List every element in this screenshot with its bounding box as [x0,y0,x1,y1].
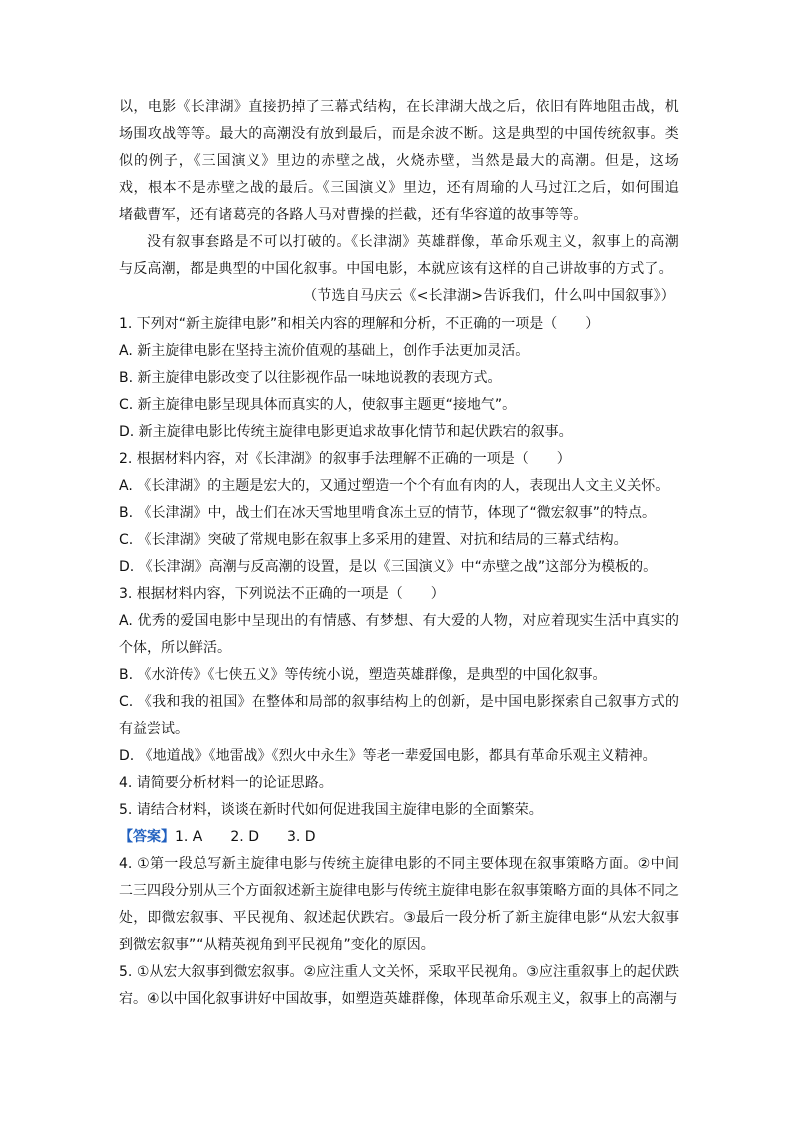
question-stem: 4. 请简要分析材料一的论证思路。 [119,775,333,791]
answer-q4: 4. ①第一段总写新主旋律电影与传统主旋律电影的不同主要体现在叙事策略方面。②中间二三四段分别从三个方面叙述新主旋律电影与传统主旋律电影在叙事策略方面的具体不同之处，即微宏叙事、平民视角、叙述起伏跌宕。③最后一段分析了新主旋律电影“从宏大叙事到微宏叙事”“从精英视角到平民视角”变化的原因。 [119,856,679,953]
answer-label: 【答案】 [119,829,175,845]
question-option: C. 《长津湖》突破了常规电影在叙事上多采用的建置、对抗和结局的三幕式结构。 [119,532,628,548]
question-option: B. 《水浒传》《七侠五义》等传统小说，塑造英雄群像，是典型的中国化叙事。 [119,667,607,683]
question-option: D. 新主旋律电影比传统主旋律电影更追求故事化情节和起伏跌宕的叙事。 [119,424,573,440]
question-option: C. 《我和我的祖国》在整体和局部的叙事结构上的创新，是中国电影探索自己叙事方式的有益尝试。 [119,694,679,737]
question-stem: 1. 下列对“新主旋律电影”和相关内容的理解和分析，不正确的一项是（ ） [119,316,600,332]
answer-q5: 5. ①从宏大叙事到微宏叙事。②应注重人文关怀，采取平民视角。③应注重叙事上的起伏跌宕。④以中国化叙事讲好中国故事，如塑造英雄群像，体现革命乐观主义，叙事上的高潮与 [119,964,679,1007]
passage-paragraph: 以，电影《长津湖》直接扔掉了三幕式结构，在长津湖大战之后，依旧有阵地阻击战，机场围攻战等等。最大的高潮没有放到最后，而是余波不断。这是典型的中国传统叙事。类似的例子，《三国演义》里边的赤壁之战，火烧赤壁，当然是最大的高潮。但是，这场戏，根本不是赤壁之战的最后。《三国演义》里边，还有周瑜的人马过江之后，如何围追堵截曹军，还有诸葛亮的各路人马对曹操的拦截，还有华容道的故事等等。 [119,99,679,223]
question-option: B. 新主旋律电影改变了以往影视作品一味地说教的表现方式。 [119,370,502,386]
question-option: D. 《长津湖》高潮与反高潮的设置，是以《三国演义》中“赤壁之战”这部分为模板的。 [119,559,658,575]
answer-line [119,824,679,851]
question-option: A. 优秀的爱国电影中呈现出的有情感、有梦想、有大爱的人物，对应着现实生活中真实的个体，所以鲜活。 [119,613,679,656]
question-stem: 3. 根据材料内容，下列说法不正确的一项是（ ） [119,586,445,602]
question-option: D. 《地道战》《地雷战》《烈火中永生》等老一辈爱国电影，都具有革命乐观主义精神。 [119,748,657,764]
passage-source: （节选自马庆云《<长津湖>告诉我们，什么叫中国叙事》） [303,288,675,304]
question-option: B. 《长津湖》中，战士们在冰天雪地里啃食冻土豆的情节，体现了“微宏叙事”的特点。 [119,505,657,521]
question-list [119,311,679,1013]
question-option: A. 《长津湖》的主题是宏大的，又通过塑造一个个有血有肉的人，表现出人文主义关怀。 [119,478,670,494]
question-stem: 5. 请结合材料，谈谈在新时代如何促进我国主旋律电影的全面繁荣。 [119,802,543,818]
passage-excerpt [119,94,679,310]
question-stem: 2. 根据材料内容，对《长津湖》的叙事手法理解不正确的一项是（ ） [119,451,571,467]
question-option: A. 新主旋律电影在坚持主流价值观的基础上，创作手法更加灵活。 [119,343,530,359]
answer-choices: 1. A 2. D 3. D [175,829,316,845]
question-option: C. 新主旋律电影呈现具体而真实的人，使叙事主题更“接地气”。 [119,397,517,413]
passage-paragraph: 没有叙事套路是不可以打破的。《长津湖》英雄群像，革命乐观主义，叙事上的高潮与反高潮，都是典型的中国化叙事。中国电影，本就应该有这样的自己讲故事的方式了。 [119,234,679,277]
